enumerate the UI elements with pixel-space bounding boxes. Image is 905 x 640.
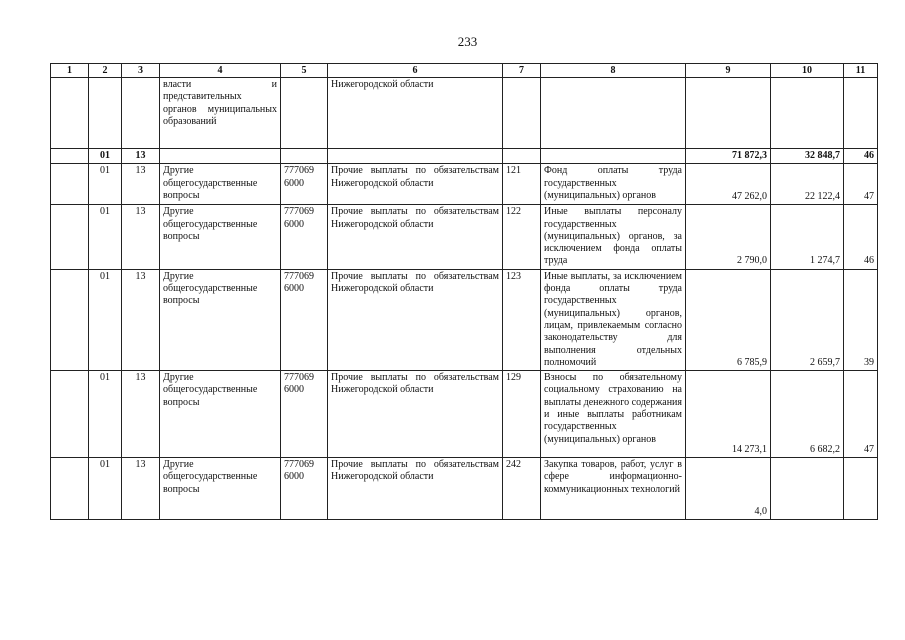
table-cell [122,78,160,149]
column-header: 9 [686,64,771,78]
column-header: 3 [122,64,160,78]
table-cell: Прочие выплаты по обязательствам Нижегородской области [328,164,503,205]
table-cell: 242 [503,458,541,520]
table-cell [281,78,328,149]
table-cell: 777069 6000 [281,371,328,458]
table-cell: 22 122,4 [771,164,844,205]
table-cell: 47 [844,164,878,205]
table-cell [541,78,686,149]
table-cell [51,149,89,164]
table-cell [503,78,541,149]
table-cell [51,371,89,458]
table-cell: 01 [89,371,122,458]
column-header: 1 [51,64,89,78]
table-cell: 123 [503,269,541,370]
table-cell: Другие общегосударственные вопросы [160,164,281,205]
table-row [51,269,878,370]
table-cell: 13 [122,205,160,269]
table-cell: 47 [844,371,878,458]
table-cell [51,269,89,370]
table-cell: 71 872,3 [686,149,771,164]
table-cell: Закупка товаров, работ, услуг в сфере информационно-коммуникационных технологий [541,458,686,520]
table-cell: Нижегородской области [328,78,503,149]
table-cell: 46 [844,149,878,164]
table-cell: 129 [503,371,541,458]
table-cell: Другие общегосударственные вопросы [160,371,281,458]
table-cell: 777069 6000 [281,458,328,520]
column-header: 7 [503,64,541,78]
table-cell: Другие общегосударственные вопросы [160,205,281,269]
table-cell [541,149,686,164]
table-row [51,371,878,458]
table-cell: 777069 6000 [281,205,328,269]
column-header: 4 [160,64,281,78]
table-cell: Прочие выплаты по обязательствам Нижегородской области [328,371,503,458]
table-row [51,205,878,269]
column-header: 6 [328,64,503,78]
table-cell: 47 262,0 [686,164,771,205]
table-cell: 13 [122,371,160,458]
table-cell: Другие общегосударственные вопросы [160,269,281,370]
table-cell: 777069 6000 [281,164,328,205]
column-header: 8 [541,64,686,78]
table-cell: 13 [122,164,160,205]
column-header: 5 [281,64,328,78]
table-cell: 01 [89,458,122,520]
table-cell [844,458,878,520]
table-cell [771,458,844,520]
table-cell: 777069 6000 [281,269,328,370]
table-header-row [51,64,878,78]
table-cell: Иные выплаты персоналу государственных (муниципальных) органов, за исключением фонда оплаты труда [541,205,686,269]
table-cell: 14 273,1 [686,371,771,458]
column-header: 2 [89,64,122,78]
table-cell [89,78,122,149]
table-cell [844,78,878,149]
table-cell: власти и представительных органов муниципальных образований [160,78,281,149]
table-cell [686,78,771,149]
table-cell: 01 [89,164,122,205]
table-row [51,164,878,205]
page-number: 233 [457,34,478,49]
table-cell: 01 [89,269,122,370]
table-cell: Иные выплаты, за исключением фонда оплаты труда государственных (муниципальных) органов, лицам, привлекаемым согласно законодательству для выполнения отдельных полномочий [541,269,686,370]
table-cell: 2 790,0 [686,205,771,269]
table-cell [51,205,89,269]
table-cell: 6 785,9 [686,269,771,370]
table-cell: 122 [503,205,541,269]
table-cell: 39 [844,269,878,370]
table-cell: 01 [89,149,122,164]
table-cell [771,78,844,149]
table-cell [160,149,281,164]
table-cell: 32 848,7 [771,149,844,164]
table-cell: Прочие выплаты по обязательствам Нижегородской области [328,269,503,370]
table-cell: 13 [122,458,160,520]
table-cell [51,458,89,520]
table-row [51,78,878,149]
column-header: 11 [844,64,878,78]
budget-table [50,63,878,520]
table-cell: 121 [503,164,541,205]
table-cell: Прочие выплаты по обязательствам Нижегородской области [328,205,503,269]
table-cell: 01 [89,205,122,269]
table-cell: Фонд оплаты труда государственных (муниципальных) органов [541,164,686,205]
table-cell [503,149,541,164]
table-cell: Взносы по обязательному социальному страхованию на выплаты денежного содержания и иные выплаты работникам государственных (муниципальных) органов [541,371,686,458]
table-cell: 2 659,7 [771,269,844,370]
table-cell: Прочие выплаты по обязательствам Нижегородской области [328,458,503,520]
table-cell: 4,0 [686,458,771,520]
table-cell: 13 [122,269,160,370]
table-cell: 13 [122,149,160,164]
table-cell: 6 682,2 [771,371,844,458]
table-cell: 1 274,7 [771,205,844,269]
table-cell: Другие общегосударственные вопросы [160,458,281,520]
table-cell [328,149,503,164]
table-cell [51,78,89,149]
column-header: 10 [771,64,844,78]
table-cell [281,149,328,164]
table-row [51,458,878,520]
table-row [51,149,878,164]
table-cell [51,164,89,205]
table-cell: 46 [844,205,878,269]
